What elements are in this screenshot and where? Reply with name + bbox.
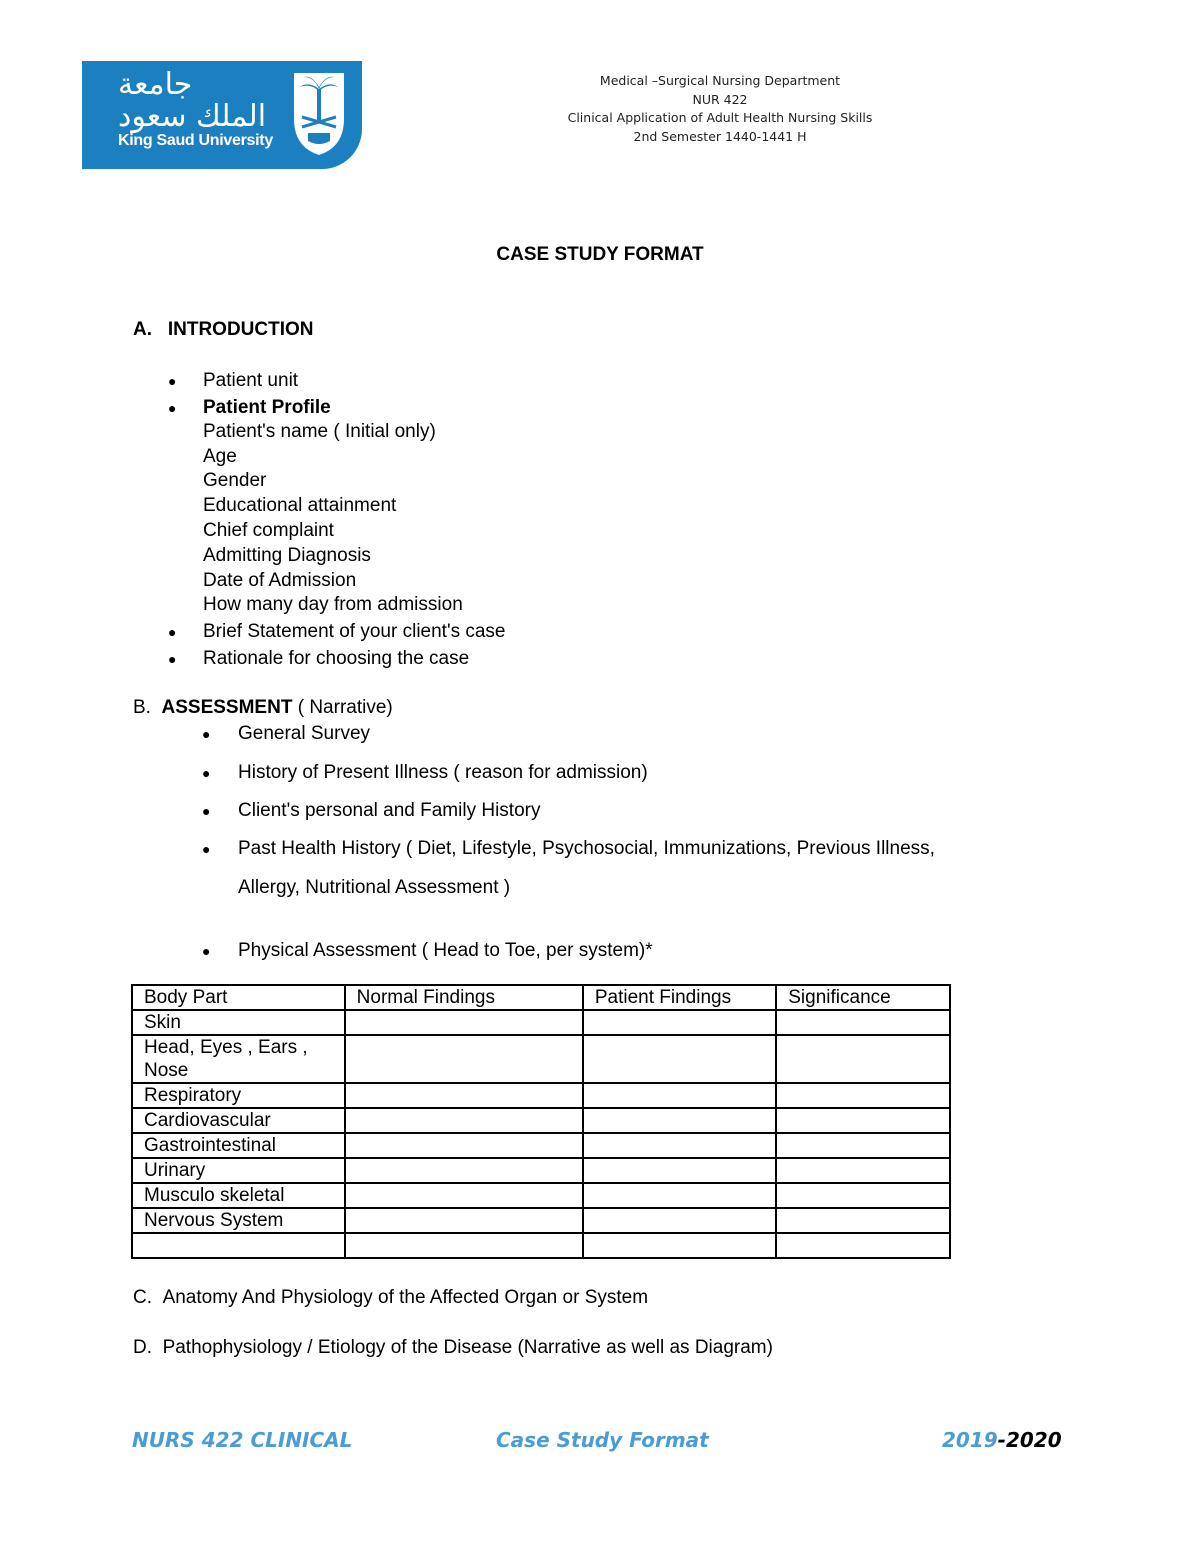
footer-year-start: 2019: [942, 1428, 998, 1452]
bullet-icon: ●: [202, 726, 211, 742]
patient-unit: Patient unit: [203, 370, 299, 391]
section-a-letter: A.: [133, 319, 152, 340]
normal-findings-cell[interactable]: [345, 1108, 583, 1133]
section-a-heading: [133, 319, 314, 341]
section-b-letter: B.: [133, 697, 151, 718]
table-row-empty: [132, 1233, 950, 1258]
patient-findings-cell[interactable]: [583, 1208, 776, 1233]
bullet-icon: ●: [168, 624, 177, 640]
patient-findings-cell[interactable]: [583, 1108, 776, 1133]
header-course-name: Clinical Application of Adult Health Nursing Skills: [567, 110, 873, 125]
significance-cell[interactable]: [776, 1108, 950, 1133]
table-header-row: [132, 985, 950, 1010]
body-part-cell: Skin: [132, 1010, 345, 1035]
body-part-cell[interactable]: [132, 1233, 345, 1258]
palm-shield-icon: [290, 69, 348, 157]
patient-findings-cell[interactable]: [583, 1133, 776, 1158]
significance-cell[interactable]: [776, 1133, 950, 1158]
significance-cell[interactable]: [776, 1035, 950, 1083]
header-course-code: NUR 422: [692, 91, 748, 107]
footer-course: NURS 422 CLINICAL: [132, 1428, 353, 1452]
header-department: Medical –Surgical Nursing Department: [599, 73, 841, 88]
footer-year: [942, 1428, 1062, 1452]
bullet-icon: ●: [168, 373, 177, 389]
assessment-item: General Survey: [238, 723, 371, 744]
section-c: [133, 1287, 648, 1309]
body-part-cell: Respiratory: [132, 1083, 345, 1108]
patient-findings-cell[interactable]: [583, 1183, 776, 1208]
section-b-title: ASSESSMENT: [161, 697, 293, 718]
significance-cell[interactable]: [776, 1183, 950, 1208]
table-row: [132, 1183, 950, 1208]
normal-findings-cell[interactable]: [345, 1035, 583, 1083]
column-header: Patient Findings: [583, 985, 776, 1010]
significance-cell[interactable]: [776, 1233, 950, 1258]
column-header: Normal Findings: [345, 985, 583, 1010]
bullet-icon: ●: [168, 400, 177, 416]
profile-item: Gender: [203, 470, 267, 491]
body-part-cell: Gastrointestinal: [132, 1133, 345, 1158]
footer-year-end: -2020: [997, 1428, 1062, 1452]
table-row: [132, 1158, 950, 1183]
normal-findings-cell[interactable]: [345, 1208, 583, 1233]
document-header: [540, 72, 900, 146]
body-part-line: Nose: [144, 1060, 189, 1081]
assessment-item: History of Present Illness ( reason for admission): [238, 762, 648, 783]
normal-findings-cell[interactable]: [345, 1233, 583, 1258]
profile-item: Age: [203, 446, 237, 467]
table-row: [132, 1083, 950, 1108]
section-c-text: Anatomy And Physiology of the Affected Organ or System: [162, 1287, 649, 1308]
normal-findings-cell[interactable]: [345, 1133, 583, 1158]
rationale: Rationale for choosing the case: [203, 648, 470, 669]
body-part-cell: Urinary: [132, 1158, 345, 1183]
column-header: Significance: [776, 985, 950, 1010]
profile-item: Date of Admission: [203, 570, 357, 591]
table-row: [132, 1108, 950, 1133]
significance-cell[interactable]: [776, 1158, 950, 1183]
body-part-cell: Nervous System: [132, 1208, 345, 1233]
section-d: [133, 1337, 773, 1359]
profile-item: Educational attainment: [203, 495, 397, 516]
section-d-letter: D.: [133, 1337, 152, 1358]
normal-findings-cell[interactable]: [345, 1158, 583, 1183]
patient-findings-cell[interactable]: [583, 1010, 776, 1035]
body-part-cell: Cardiovascular: [132, 1108, 345, 1133]
section-b-heading: [133, 697, 393, 719]
patient-findings-cell[interactable]: [583, 1035, 776, 1083]
section-c-letter: C.: [133, 1287, 152, 1308]
patient-profile: Patient Profile: [203, 397, 331, 418]
assessment-item: Client's personal and Family History: [238, 800, 541, 821]
logo-english-name: King Saud University: [118, 132, 273, 149]
profile-item: Chief complaint: [203, 520, 334, 541]
header-semester: 2nd Semester 1440-1441 H: [633, 128, 807, 144]
patient-findings-cell[interactable]: [583, 1233, 776, 1258]
normal-findings-cell[interactable]: [345, 1183, 583, 1208]
normal-findings-cell[interactable]: [345, 1010, 583, 1035]
profile-item: Patient's name ( Initial only): [203, 421, 436, 442]
normal-findings-cell[interactable]: [345, 1083, 583, 1108]
section-b-note: ( Narrative): [292, 697, 393, 718]
physical-assessment-table: [131, 984, 951, 1259]
brief-statement: Brief Statement of your client's case: [203, 621, 506, 642]
section-d-text: Pathophysiology / Etiology of the Disease (Narrative as well as Diagram): [162, 1337, 773, 1358]
section-a-title: INTRODUCTION: [167, 319, 314, 340]
patient-findings-cell[interactable]: [583, 1158, 776, 1183]
assessment-item: Past Health History ( Diet, Lifestyle, Psychosocial, Immunizations, Previous Illness,: [238, 838, 935, 859]
bullet-icon: ●: [168, 651, 177, 667]
body-part-line: Head, Eyes , Ears ,: [144, 1037, 308, 1058]
body-part-cell: Musculo skeletal: [132, 1183, 345, 1208]
logo-arabic-line1: جامعة: [118, 67, 193, 102]
table-row: [132, 1133, 950, 1158]
table-row: [132, 1035, 950, 1083]
table-row: [132, 1208, 950, 1233]
significance-cell[interactable]: [776, 1208, 950, 1233]
page-title: CASE STUDY FORMAT: [496, 244, 704, 265]
logo-arabic-line2: الملك سعود: [118, 99, 267, 134]
bullet-icon: ●: [202, 803, 211, 819]
table-row: [132, 1010, 950, 1035]
assessment-item: Physical Assessment ( Head to Toe, per system)*: [238, 940, 653, 961]
significance-cell[interactable]: [776, 1083, 950, 1108]
profile-item: How many day from admission: [203, 594, 463, 615]
bullet-icon: ●: [202, 841, 211, 857]
footer-doc-name: Case Study Format: [496, 1428, 709, 1452]
profile-item: Admitting Diagnosis: [203, 545, 371, 566]
patient-findings-cell[interactable]: [583, 1083, 776, 1108]
body-part-cell: [132, 1035, 345, 1083]
assessment-item-continued: Allergy, Nutritional Assessment ): [238, 877, 511, 898]
bullet-icon: ●: [202, 943, 211, 959]
bullet-icon: ●: [202, 765, 211, 781]
column-header: Body Part: [132, 985, 345, 1010]
significance-cell[interactable]: [776, 1010, 950, 1035]
university-logo: [82, 61, 362, 169]
